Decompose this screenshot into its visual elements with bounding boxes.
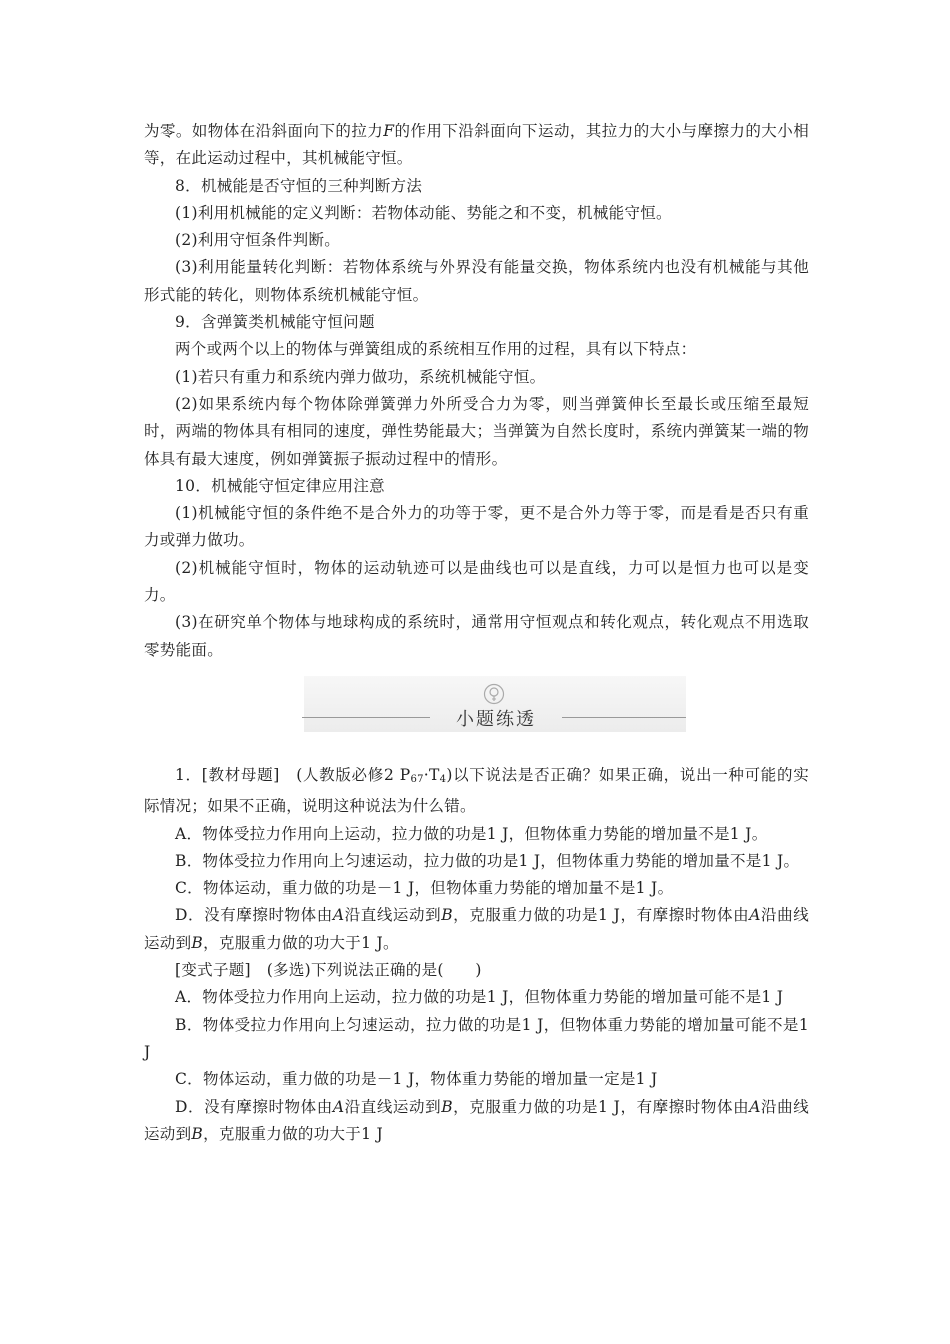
banner-title: 小题练透 — [456, 708, 536, 730]
method-8-2: (2)利用守恒条件判断。 — [175, 231, 341, 250]
document-page — [144, 118, 809, 1148]
note-10-1: (1)机械能守恒的条件绝不是合外力的功等于零，更不是合外力等于零，而是看是否只有重力或弹力做功。 — [144, 504, 809, 550]
note-10-2: (2)机械能守恒时，物体的运动轨迹可以是曲线也可以是直线，力可以是恒力也可以是变力。 — [144, 558, 809, 605]
point-9-intro: 两个或两个以上的物体与弹簧组成的系统相互作用的过程，具有以下特点： — [175, 340, 697, 359]
variant-option-c: C．物体运动，重力做的功是－1 J，物体重力势能的增加量一定是1 J — [175, 1070, 658, 1089]
bulb-icon — [483, 683, 505, 705]
variable-F: F — [383, 122, 395, 140]
method-8-3: (3)利用能量转化判断：若物体系统与外界没有能量交换，物体系统内也没有机械能与其他形式能的转化，则物体系统机械能守恒。 — [144, 258, 809, 304]
note-10-3: (3)在研究单个物体与地球构成的系统时，通常用守恒观点和转化观点，转化观点不用选取零势能面。 — [144, 613, 809, 659]
variant-option-b: B．物体受拉力作用向上匀速运动，拉力做的功是1 J，但物体重力势能的增加量可能不是1 J — [144, 1015, 809, 1061]
variant-option-d: D．没有摩擦时物体由A沿直线运动到B，克服重力做的功是1 J，有摩擦时物体由A沿曲线运动到B，克服重力做的功大于1 J — [144, 1097, 809, 1143]
question-1-option-b: B．物体受拉力作用向上匀速运动，拉力做的功是1 J，但物体重力势能的增加量不是1 J。 — [175, 851, 800, 870]
heading-10: 10．机械能守恒定律应用注意 — [175, 476, 385, 495]
variant-question-stem: [变式子题] (多选)下列说法正确的是( ) — [175, 961, 482, 980]
heading-9: 9．含弹簧类机械能守恒问题 — [175, 313, 375, 332]
question-1-option-d: D．没有摩擦时物体由A沿直线运动到B，克服重力做的功是1 J，有摩擦时物体由A沿曲线运动到B，克服重力做的功大于1 J。 — [144, 906, 809, 952]
banner-line-right — [562, 717, 686, 718]
heading-8: 8．机械能是否守恒的三种判断方法 — [175, 176, 423, 195]
paragraph-intro: 为零。如物体在沿斜面向下的拉力F的作用下沿斜面向下运动，其拉力的大小与摩擦力的大小相等，在此运动过程中，其机械能守恒。 — [144, 122, 809, 168]
point-9-1: (1)若只有重力和系统内弹力做功，系统机械能守恒。 — [175, 367, 546, 386]
question-1-option-a: A．物体受拉力作用向上运动，拉力做的功是1 J，但物体重力势能的增加量不是1 J。 — [175, 824, 768, 843]
point-9-2: (2)如果系统内每个物体除弹簧弹力外所受合力为零，则当弹簧伸长至最长或压缩至最短时，两端的物体具有相同的速度，弹性势能最大；当弹簧为自然长度时，系统内弹簧某一端的物体具有最大速度，例如弹簧振子振动过程中的情形。 — [144, 394, 809, 468]
banner-line-left — [302, 717, 430, 718]
question-1-stem: 1．[教材母题] (人教版必修2 $P_{67}\cdot T_4$)以下说法是否正确？如果正确，说出一种可能的实际情况；如果不正确，说明这种说法为什么错。 — [144, 765, 810, 816]
question-1-option-c: C．物体运动，重力做的功是－1 J，但物体重力势能的增加量不是1 J。 — [175, 879, 674, 898]
variant-option-a: A．物体受拉力作用向上运动，拉力做的功是1 J，但物体重力势能的增加量可能不是1 J — [175, 988, 784, 1007]
page-subscript: 67 — [410, 773, 424, 785]
method-8-1: (1)利用机械能的定义判断：若物体动能、势能之和不变，机械能守恒。 — [175, 203, 672, 222]
task-subscript: 4 — [439, 773, 447, 785]
section-banner — [144, 676, 809, 752]
